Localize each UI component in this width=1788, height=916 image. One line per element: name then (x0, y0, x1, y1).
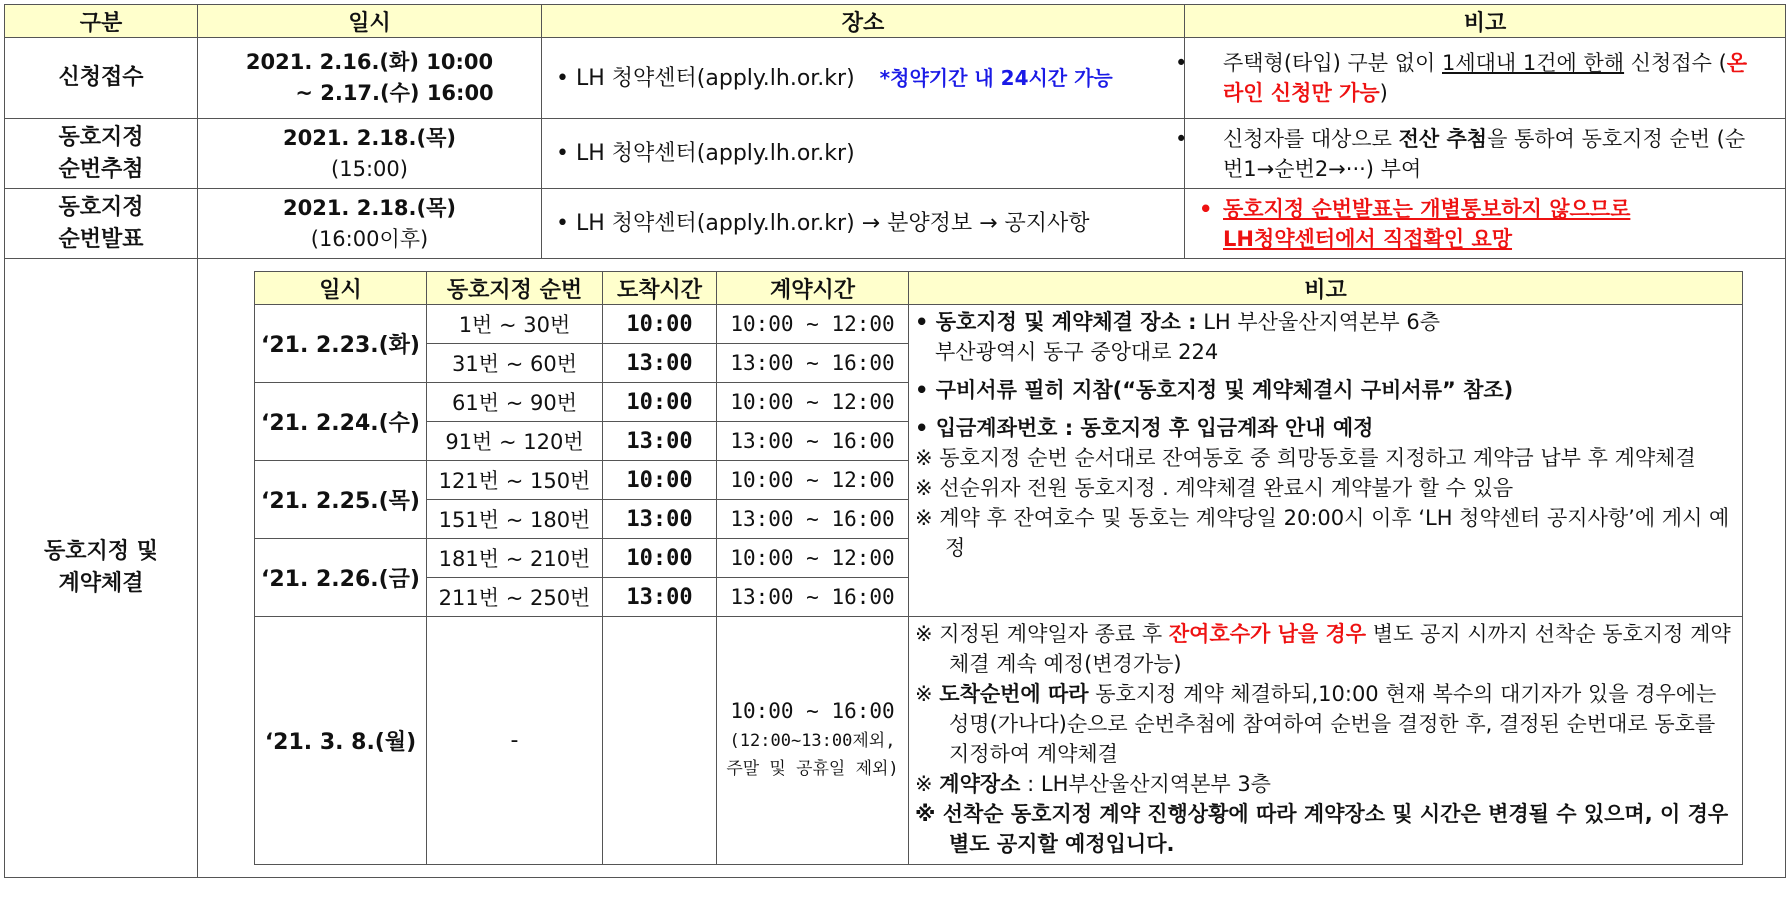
contract-remarks: ※ 지정된 계약일자 종료 후 잔여호수가 남을 경우 별도 공지 시까지 선착순 동호지정 계약체결 계속 예정(변경가능) ※ 도착순번에 따라 동호지정 계약 체결하되,10:00 현재 복수의 대기자가 있을 경우에는 성명(가나다)순으로 순번추첨에 참여하여 순번을 결정한 후, 결정된 순번대로 동호를 지정하여 계약체결 ※ 계약장소 : LH부산울산지역본부 3층 ※ 선착순 동호지정 계약 진행상황에 따라 계약장소 및 시간은 변경될 수 있으며, 이 경우 별도 공지할 예정입니다. (909, 617, 1743, 865)
place-note: *청약기간 내 24시간 가능 (879, 65, 1113, 90)
header-row (5, 5, 1786, 38)
date-cell: 2021. 2.18.(목) (15:00) (198, 119, 542, 189)
remark-cell: • 신청자를 대상으로 전산 추첨을 통하여 동호지정 순번 (순번1→순번2→···) 부여 (1185, 119, 1786, 189)
col-header-category: 구분 (5, 5, 198, 38)
col-header-place: 장소 (542, 5, 1185, 38)
place-text: LH 청약센터(apply.lh.or.kr) (575, 140, 855, 166)
schedule-table (4, 4, 1786, 878)
table-row: 91번 ~ 120번 13:00 13:00 ~ 16:00 (255, 422, 1743, 461)
place-text: LH 청약센터(apply.lh.or.kr) (575, 65, 855, 91)
place-cell: • LH 청약센터(apply.lh.or.kr) (542, 119, 1185, 189)
date-line: 2021. 2.16.(화) 10:00 (245, 50, 494, 74)
col-header-remarks: 비고 (1185, 5, 1786, 38)
day-date: ‘21. 2.23.(화) (255, 305, 427, 383)
place-cell: • LH 청약센터(apply.lh.or.kr) → 분양정보 → 공지사항 (542, 189, 1185, 259)
category-cell: 동호지정 및 계약체결 (5, 259, 198, 878)
col-header-date: 일시 (198, 5, 542, 38)
col-header-contract-time: 계약시간 (717, 272, 909, 305)
day-date: ‘21. 2.24.(수) (255, 383, 427, 461)
contract-table (254, 271, 1743, 865)
table-row: 31번 ~ 60번 13:00 13:00 ~ 16:00 (255, 344, 1743, 383)
category-cell: 동호지정 순번추첨 (5, 119, 198, 189)
table-row: 151번 ~ 180번 13:00 13:00 ~ 16:00 (255, 500, 1743, 539)
day-date: ‘21. 2.26.(금) (255, 539, 427, 617)
table-row: ‘21. 2.26.(금) 181번 ~ 210번 10:00 10:00 ~ 12:00 (255, 539, 1743, 578)
table-row (255, 617, 1743, 865)
row-lottery (5, 119, 1786, 189)
col-header-date: 일시 (255, 272, 427, 305)
row-application (5, 38, 1786, 119)
row-announcement (5, 189, 1786, 259)
col-header-order: 동호지정 순번 (427, 272, 603, 305)
bullet: • (556, 65, 569, 91)
date-cell (198, 38, 542, 119)
col-header-remarks: 비고 (909, 272, 1743, 305)
col-header-arrival: 도착시간 (603, 272, 717, 305)
underlined-text: 1세대내 1건에 한해 (1442, 51, 1625, 75)
red-notice: 온라인 신청만 가능 (1223, 51, 1748, 105)
remark-text: • 주택형(타입) 구분 없이 1세대내 1건에 한해 신청접수 (온라인 신청만 가능) (1175, 51, 1748, 105)
red-notice: 동호지정 순번발표는 개별통보하지 않으므로 (1223, 196, 1631, 221)
row-contract (5, 259, 1786, 878)
contract-time: 10:00 ~ 12:00 (717, 305, 909, 344)
category-cell: 동호지정 순번발표 (5, 189, 198, 259)
order-range: - (427, 617, 603, 865)
contract-remarks: • 동호지정 및 계약체결 장소 : LH 부산울산지역본부 6층 부산광역시 동구 중앙대로 224 • 구비서류 필히 지참(“동호지정 및 계약체결시 구비서류” 참조) • 입금계좌번호 : 동호지정 후 입금계좌 안내 예정 ※ 동호지정 순번 순서대로 잔여동호 중 희망동호를 지정하고 계약금 납부 후 계약체결 ※ 선순위자 전원 동호지정 . 계약체결 완료시 계약불가 할 수 있음 ※ 계약 후 잔여호수 및 동호는 계약당일 20:00시 이후 ‘LH 청약센터 공지사항’에 게시 예정 (909, 305, 1743, 617)
table-row (255, 305, 1743, 344)
arrival-time: 10:00 (603, 305, 717, 344)
table-row: ‘21. 2.25.(목) 121번 ~ 150번 10:00 10:00 ~ 12:00 (255, 461, 1743, 500)
date-cell: 2021. 2.18.(목) (16:00이후) (198, 189, 542, 259)
order-range: 1번 ~ 30번 (427, 305, 603, 344)
day-date: ‘21. 3. 8.(월) (255, 617, 427, 865)
place-cell (542, 38, 1185, 119)
remark-cell: • 동호지정 순번발표는 개별통보하지 않으므로 LH청약센터에서 직접확인 요망 (1185, 189, 1786, 259)
remark-cell (1175, 38, 1786, 119)
day-date: ‘21. 2.25.(목) (255, 461, 427, 539)
contract-time: 10:00 ~ 16:00 (12:00~13:00제외, 주말 및 공휴일 제외) (717, 617, 909, 865)
place-text: LH 청약센터(apply.lh.or.kr) → 분양정보 → 공지사항 (575, 210, 1090, 236)
category-cell: 신청접수 (5, 38, 198, 119)
date-line: ~ 2.17.(수) 16:00 (295, 81, 494, 105)
table-row: 211번 ~ 250번 13:00 13:00 ~ 16:00 (255, 578, 1743, 617)
contract-cell (198, 259, 1786, 878)
table-row: ‘21. 2.24.(수) 61번 ~ 90번 10:00 10:00 ~ 12:00 (255, 383, 1743, 422)
